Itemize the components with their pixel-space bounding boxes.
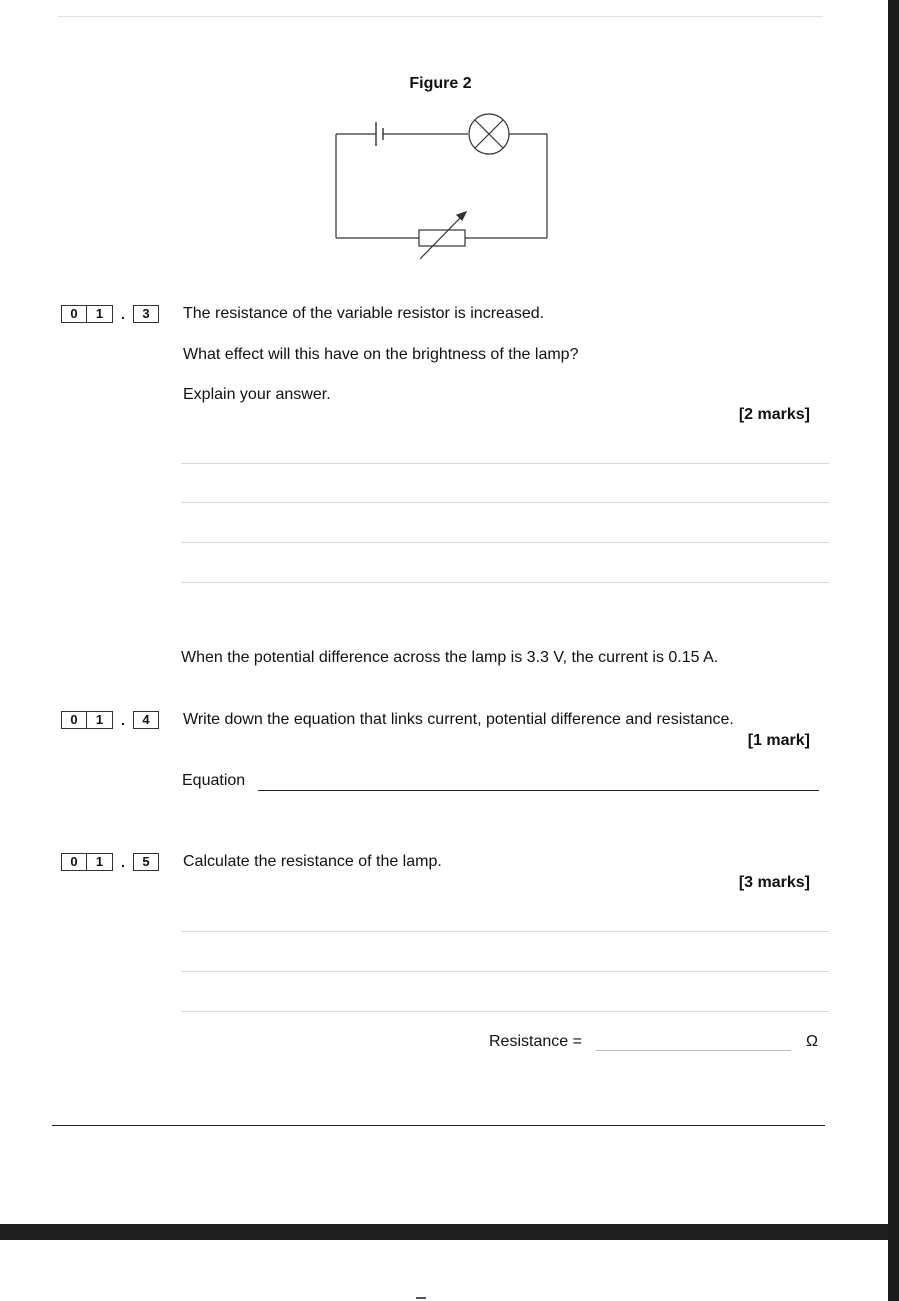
qnum-digit: 1: [87, 853, 113, 871]
question-number-01-3: [61, 304, 159, 323]
answer-line[interactable]: [181, 463, 829, 464]
lamp-icon: [469, 114, 509, 154]
q3-question: What effect will this have on the brightness of the lamp?: [183, 346, 579, 363]
q3-marks: [2 marks]: [738, 406, 810, 423]
next-page-mark: [416, 1297, 426, 1299]
equation-answer-line[interactable]: [258, 790, 819, 791]
qnum-digit: 0: [61, 711, 87, 729]
qnum-digit: 0: [61, 305, 87, 323]
right-edge-bar: [888, 0, 899, 1301]
q5-marks: [3 marks]: [738, 874, 810, 891]
variable-resistor-icon: [419, 212, 466, 259]
top-divider: [58, 16, 823, 17]
q3-instruction: Explain your answer.: [183, 386, 331, 403]
figure-title: Figure 2: [409, 75, 472, 92]
ohm-unit: Ω: [806, 1033, 818, 1050]
question-number-01-4: [61, 710, 159, 729]
answer-line[interactable]: [181, 582, 829, 583]
qnum-dot: .: [121, 711, 125, 728]
answer-line[interactable]: [181, 542, 829, 543]
answer-line[interactable]: [181, 1011, 829, 1012]
answer-line[interactable]: [181, 502, 829, 503]
q3-text: The resistance of the variable resistor is increased.: [183, 305, 545, 322]
q4-text: Write down the equation that links current, potential difference and resistance.: [183, 711, 734, 728]
answer-line[interactable]: [181, 971, 829, 972]
qnum-digit: 0: [61, 853, 87, 871]
resistance-label: Resistance =: [489, 1033, 582, 1050]
question-number-01-5: [61, 852, 159, 871]
bottom-divider: [52, 1125, 825, 1126]
qnum-digit: 1: [87, 305, 113, 323]
qnum-part: 5: [133, 853, 159, 871]
q4-marks: [1 mark]: [747, 732, 810, 749]
equation-label: Equation: [182, 772, 246, 789]
q5-text: Calculate the resistance of the lamp.: [183, 853, 442, 870]
info-text: When the potential difference across the lamp is 3.3 V, the current is 0.15 A.: [181, 649, 719, 666]
qnum-part: 4: [133, 711, 159, 729]
answer-line[interactable]: [181, 931, 829, 932]
qnum-part: 3: [133, 305, 159, 323]
next-page: [0, 1240, 888, 1301]
circuit-diagram: [330, 112, 555, 262]
qnum-digit: 1: [87, 711, 113, 729]
qnum-dot: .: [121, 853, 125, 870]
cell-icon: [376, 122, 383, 146]
qnum-dot: .: [121, 305, 125, 322]
resistance-answer-line[interactable]: [596, 1050, 791, 1051]
page-gap-bar: [0, 1224, 899, 1240]
